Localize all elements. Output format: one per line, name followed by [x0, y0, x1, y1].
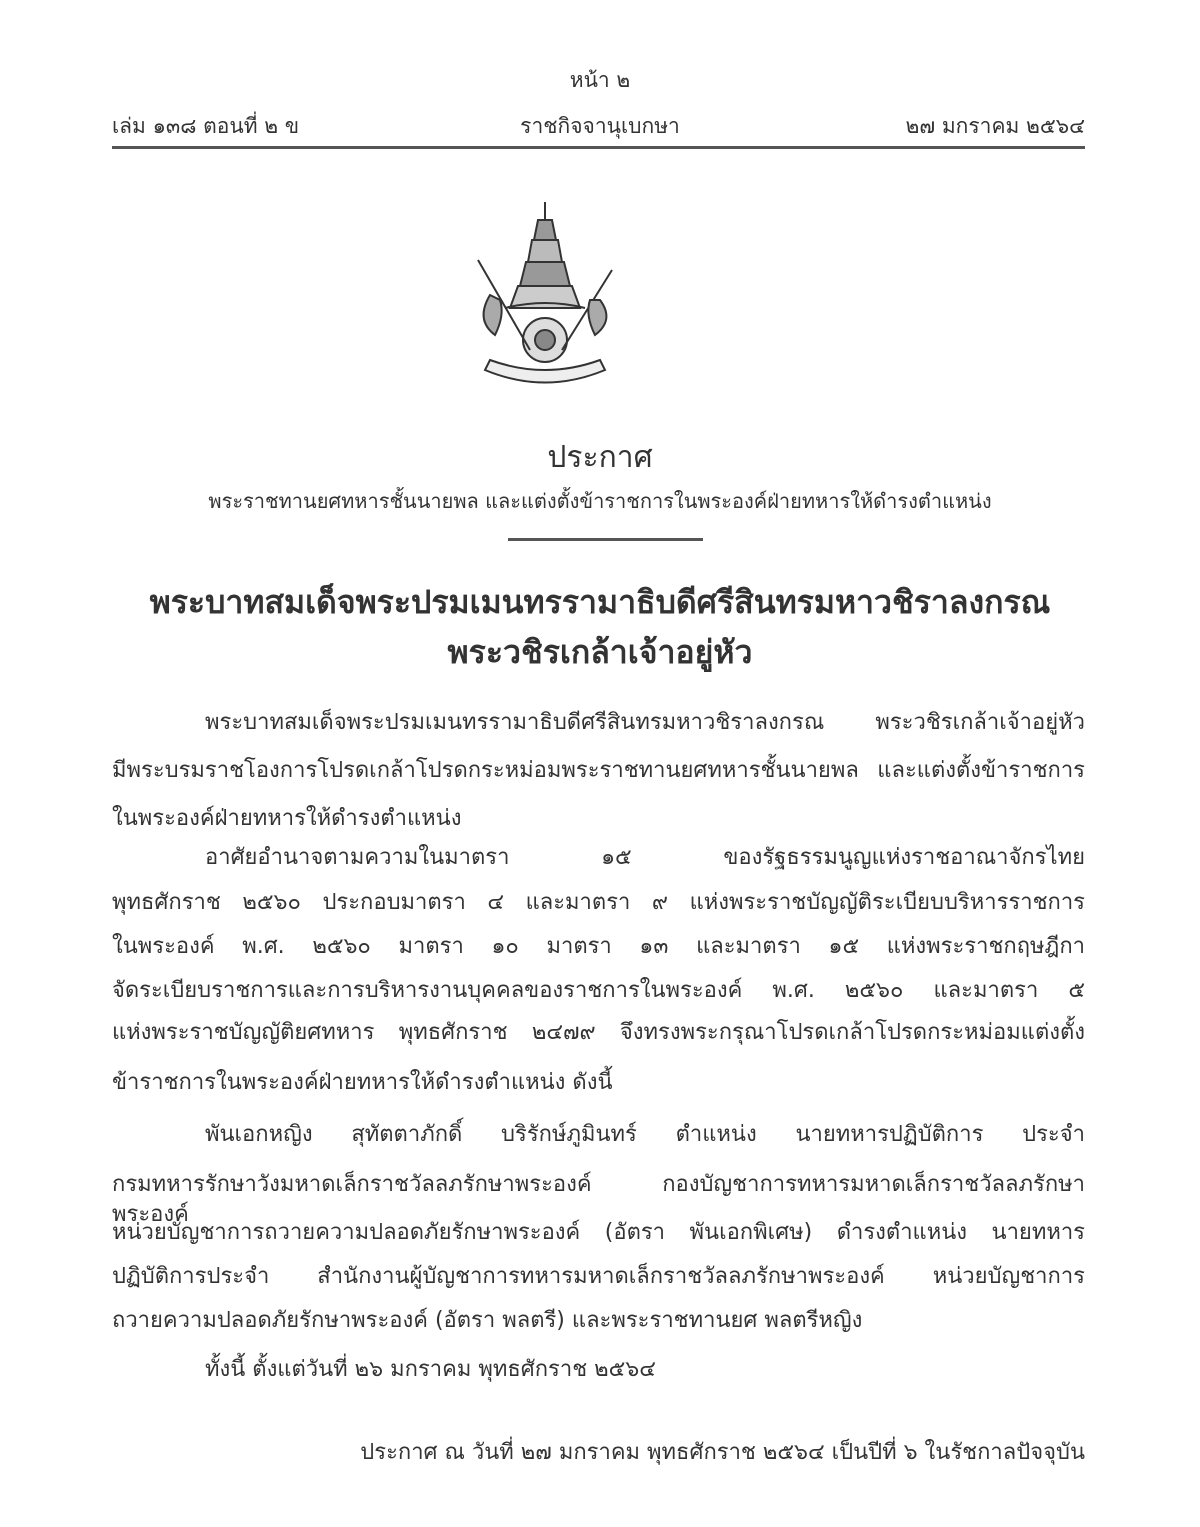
volume-issue: เล่ม ๑๓๘ ตอนที่ ๒ ข [112, 114, 300, 138]
body-line: กรมทหารรักษาวังมหาดเล็กราชวัลลภรักษาพระองค์ กองบัญชาการทหารมหาดเล็กราชวัลลภรักษาพระองค์ [112, 1172, 1085, 1227]
header-rule [112, 146, 1085, 149]
king-title-line1: พระบาทสมเด็จพระปรมเมนทรรามาธิบดีศรีสินทรมหาวชิราลงกรณ [149, 583, 1051, 621]
body-line: มีพระบรมราชโองการโปรดเกล้าโปรดกระหม่อมพระราชทานยศทหารชั้นนายพล และแต่งตั้งข้าราชการ [112, 758, 1085, 783]
publication-name: ราชกิจจานุเบกษา [520, 114, 680, 138]
body-line: พระบาทสมเด็จพระปรมเมนทรรามาธิบดีศรีสินทรมหาวชิราลงกรณ พระวชิรเกล้าเจ้าอยู่หัว [205, 710, 1085, 735]
effective-date: ทั้งนี้ ตั้งแต่วันที่ ๒๖ มกราคม พุทธศักราช ๒๕๖๔ [205, 1357, 656, 1382]
royal-emblem-icon [470, 200, 620, 395]
announcement-heading: ประกาศ [547, 440, 653, 475]
body-line: ข้าราชการในพระองค์ฝ่ายทหารให้ดำรงตำแหน่ง ดังนี้ [112, 1070, 613, 1095]
signoff-date: ประกาศ ณ วันที่ ๒๗ มกราคม พุทธศักราช ๒๕๖๔ เป็นปีที่ ๖ ในรัชกาลปัจจุบัน [360, 1440, 1085, 1465]
body-line: พุทธศักราช ๒๕๖๐ ประกอบมาตรา ๔ และมาตรา ๙ แห่งพระราชบัญญัติระเบียบบริหารราชการ [112, 890, 1085, 915]
body-line: ถวายความปลอดภัยรักษาพระองค์ (อัตรา พลตรี) และพระราชทานยศ พลตรีหญิง [112, 1308, 863, 1333]
body-line: ในพระองค์ฝ่ายทหารให้ดำรงตำแหน่ง [112, 806, 462, 831]
publication-date: ๒๗ มกราคม ๒๕๖๔ [905, 114, 1085, 138]
announcement-subject: พระราชทานยศทหารชั้นนายพล และแต่งตั้งข้าราชการในพระองค์ฝ่ายทหารให้ดำรงตำแหน่ง [208, 489, 992, 513]
body-line: แห่งพระราชบัญญัติยศทหาร พุทธศักราช ๒๔๗๙ จึงทรงพระกรุณาโปรดเกล้าโปรดกระหม่อมแต่งตั้ง [112, 1020, 1085, 1045]
body-line: พันเอกหญิง สุทัตตาภักดิ์ บริรักษ์ภูมินทร์ ตำแหน่ง นายทหารปฏิบัติการ ประจำ [205, 1122, 1085, 1147]
body-line: จัดระเบียบราชการและการบริหารงานบุคคลของราชการในพระองค์ พ.ศ. ๒๕๖๐ และมาตรา ๕ [112, 978, 1085, 1003]
page-number: หน้า ๒ [569, 68, 631, 92]
body-line: อาศัยอำนาจตามความในมาตรา ๑๕ ของรัฐธรรมนูญแห่งราชอาณาจักรไทย [205, 845, 1085, 870]
body-line: หน่วยบัญชาการถวายความปลอดภัยรักษาพระองค์ (อัตรา พันเอกพิเศษ) ดำรงตำแหน่ง นายทหาร [112, 1220, 1085, 1245]
body-line: ปฏิบัติการประจำ สำนักงานผู้บัญชาการทหารมหาดเล็กราชวัลลภรักษาพระองค์ หน่วยบัญชาการ [112, 1264, 1085, 1289]
body-line: ในพระองค์ พ.ศ. ๒๕๖๐ มาตรา ๑๐ มาตรา ๑๓ และมาตรา ๑๕ แห่งพระราชกฤษฎีกา [112, 934, 1085, 959]
king-title-line2: พระวชิรเกล้าเจ้าอยู่หัว [447, 633, 753, 671]
heading-rule [508, 538, 703, 541]
